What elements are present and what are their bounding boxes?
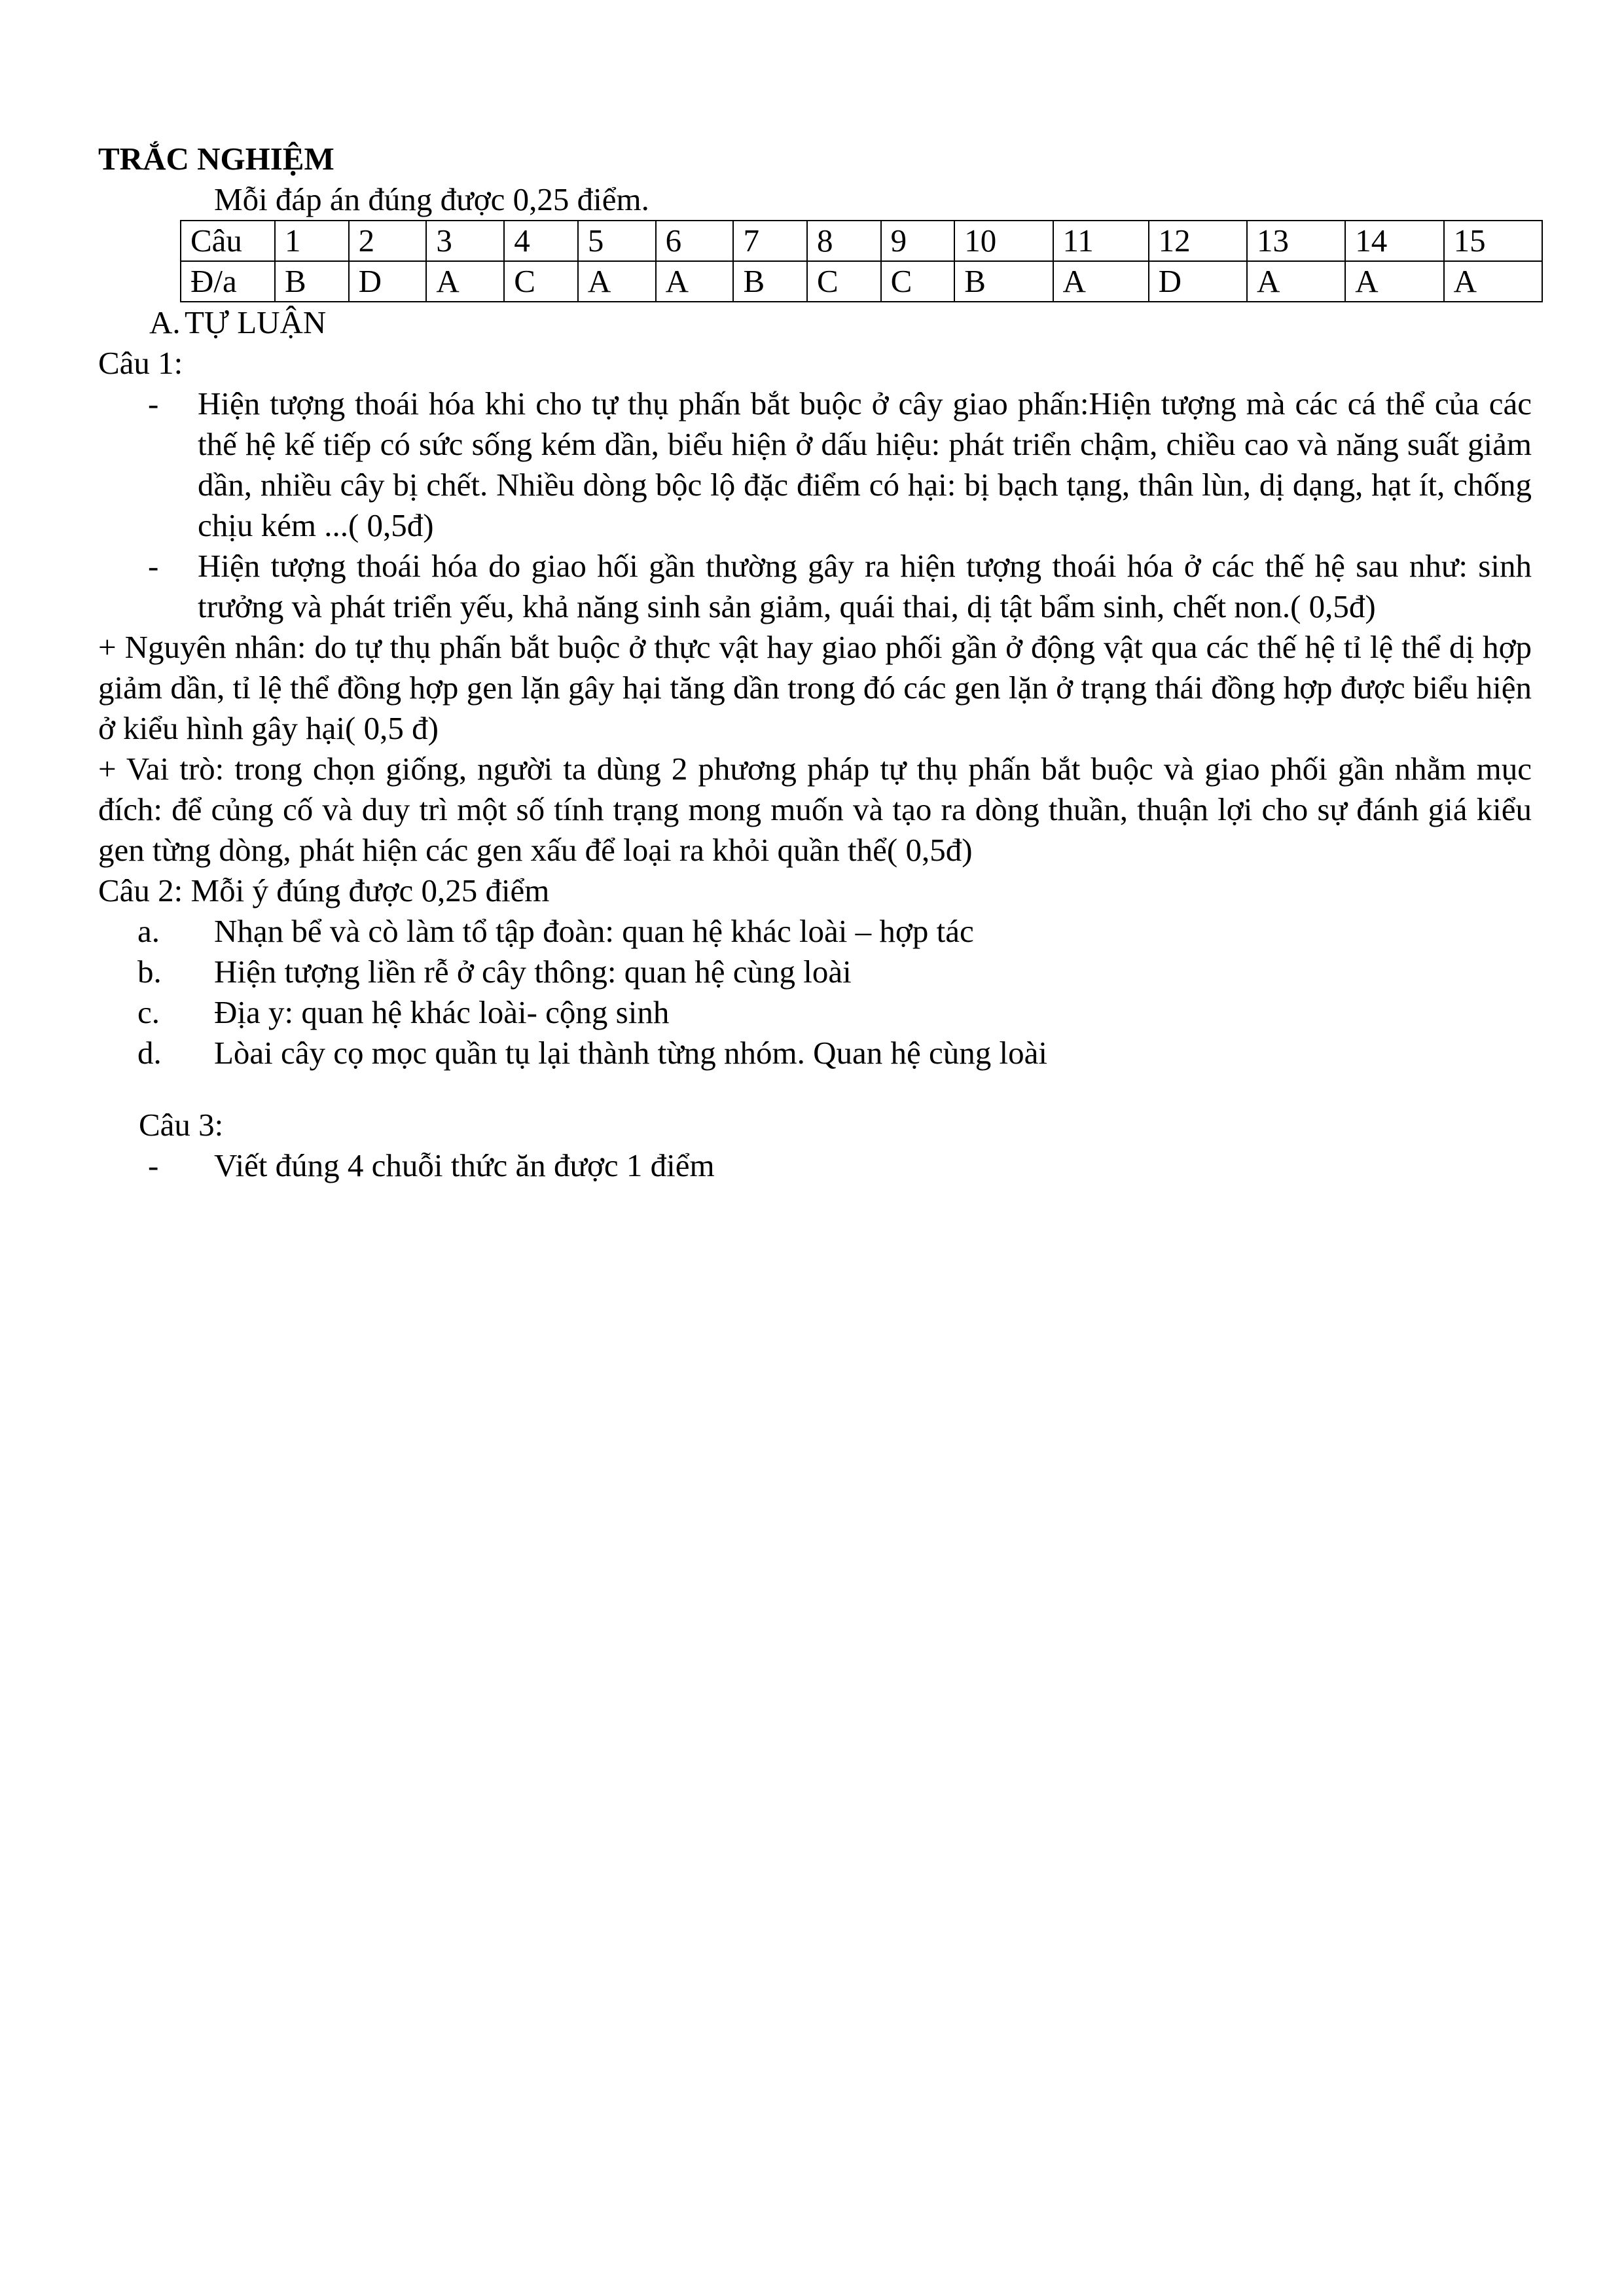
- answer-cell: A: [1444, 261, 1542, 302]
- question-2-item-a: [137, 911, 1532, 952]
- item-text: Hiện tượng liền rễ ở cây thông: quan hệ cùng loài: [214, 954, 852, 990]
- item-text: Lòai cây cọ mọc quần tụ lại thành từng nhóm. Quan hệ cùng loài: [214, 1035, 1047, 1071]
- item-letter: b.: [137, 954, 162, 990]
- question-2-item-c: [137, 992, 1532, 1033]
- answer-cell: D: [349, 261, 427, 302]
- section-a-label: TỰ LUẬN: [185, 304, 327, 340]
- bullet-text: Hiện tượng thoái hóa khi cho tự thụ phấn bắt buộc ở cây giao phấn:Hiện tượng mà các cá thể của các thế hệ kế tiếp có sức sống kém dần, biểu hiện ở dấu hiệu: phát triển chậm, chiều cao và năng suất giảm dần, nhiều cây bị chết. Nhiều dòng bộc lộ đặc điểm có hại: bị bạch tạng, thân lùn, dị dạng, hạt ít, chống chịu kém ...( 0,5đ): [198, 386, 1532, 543]
- answer-cell: A: [1247, 261, 1345, 302]
- answer-row: [181, 261, 1542, 302]
- answer-cell: C: [807, 261, 881, 302]
- item-text: Nhạn bể và cò làm tổ tập đoàn: quan hệ khác loài – hợp tác: [214, 913, 974, 949]
- question-number: 3: [426, 221, 504, 261]
- question-number: 5: [578, 221, 656, 261]
- question-2-item-d: [137, 1033, 1532, 1073]
- question-number: 10: [954, 221, 1053, 261]
- role-paragraph: + Vai trò: trong chọn giống, người ta dùng 2 phương pháp tự thụ phấn bắt buộc và giao phối gần nhằm mục đích: để củng cố và duy trì một số tính trạng mong muốn và tạo ra dòng thuần, thuận lợi cho sự đánh giá kiểu gen từng dòng, phát hiện các gen xấu để loại ra khỏi quần thể( 0,5đ): [98, 751, 1532, 868]
- item-letter: c.: [137, 994, 160, 1030]
- section-title: TRẮC NGHIỆM: [98, 141, 334, 177]
- bullet-text: Hiện tượng thoái hóa do giao hối gần thường gây ra hiện tượng thoái hóa ở các thế hệ sau như: sinh trưởng và phát triển yếu, khả năng sinh sản giảm, quái thai, dị tật bẩm sinh, chết non.( 0,5đ): [198, 548, 1532, 624]
- question-number: 7: [733, 221, 807, 261]
- bullet-text: Viết đúng 4 chuỗi thức ăn được 1 điểm: [214, 1147, 715, 1183]
- question-number: 11: [1053, 221, 1149, 261]
- question-row-label: Câu: [181, 221, 275, 261]
- answer-cell: A: [426, 261, 504, 302]
- section-a-heading: [149, 302, 1532, 343]
- spacer: [98, 1073, 1532, 1105]
- question-row: [181, 221, 1542, 261]
- answer-cell: B: [733, 261, 807, 302]
- question-3-bullet-1: [148, 1145, 1532, 1186]
- item-letter: d.: [137, 1035, 162, 1071]
- answer-cell: C: [504, 261, 578, 302]
- answer-cell: A: [1053, 261, 1149, 302]
- question-1-bullet-2: [148, 546, 1532, 627]
- bullet-dash: -: [148, 386, 159, 422]
- question-number: 9: [881, 221, 955, 261]
- question-number: 12: [1149, 221, 1247, 261]
- answer-key-document: [98, 139, 1532, 1186]
- question-1-bullet-1: [148, 384, 1532, 546]
- question-number: 8: [807, 221, 881, 261]
- item-text: Địa y: quan hệ khác loài- cộng sinh: [214, 994, 670, 1030]
- question-2-label: Câu 2: Mỗi ý đúng được 0,25 điểm: [98, 872, 550, 908]
- bullet-dash: -: [148, 548, 159, 584]
- question-3-label: Câu 3:: [139, 1107, 224, 1143]
- answer-cell: C: [881, 261, 955, 302]
- question-number: 15: [1444, 221, 1542, 261]
- answer-cell: A: [1345, 261, 1443, 302]
- scoring-note: Mỗi đáp án đúng được 0,25 điểm.: [214, 181, 649, 217]
- question-number: 14: [1345, 221, 1443, 261]
- item-letter: a.: [137, 913, 160, 949]
- answer-cell: B: [954, 261, 1053, 302]
- question-1-label: Câu 1:: [98, 345, 183, 381]
- question-2-item-b: [137, 952, 1532, 992]
- answer-cell: A: [578, 261, 656, 302]
- question-number: 1: [275, 221, 349, 261]
- question-number: 6: [656, 221, 734, 261]
- question-number: 4: [504, 221, 578, 261]
- section-a-number: A.: [149, 304, 181, 340]
- cause-paragraph: + Nguyên nhân: do tự thụ phấn bắt buộc ở thực vật hay giao phối gần ở động vật qua các thế hệ tỉ lệ thể dị hợp giảm dần, tỉ lệ thể đồng hợp gen lặn gây hại tăng dần trong đó các gen lặn ở trạng thái đồng hợp được biểu hiện ở kiểu hình gây hại( 0,5 đ): [98, 629, 1532, 746]
- answer-table: [180, 220, 1543, 302]
- question-number: 13: [1247, 221, 1345, 261]
- answer-cell: D: [1149, 261, 1247, 302]
- answer-row-label: Đ/a: [181, 261, 275, 302]
- question-number: 2: [349, 221, 427, 261]
- bullet-dash: -: [148, 1147, 159, 1183]
- answer-cell: B: [275, 261, 349, 302]
- answer-cell: A: [656, 261, 734, 302]
